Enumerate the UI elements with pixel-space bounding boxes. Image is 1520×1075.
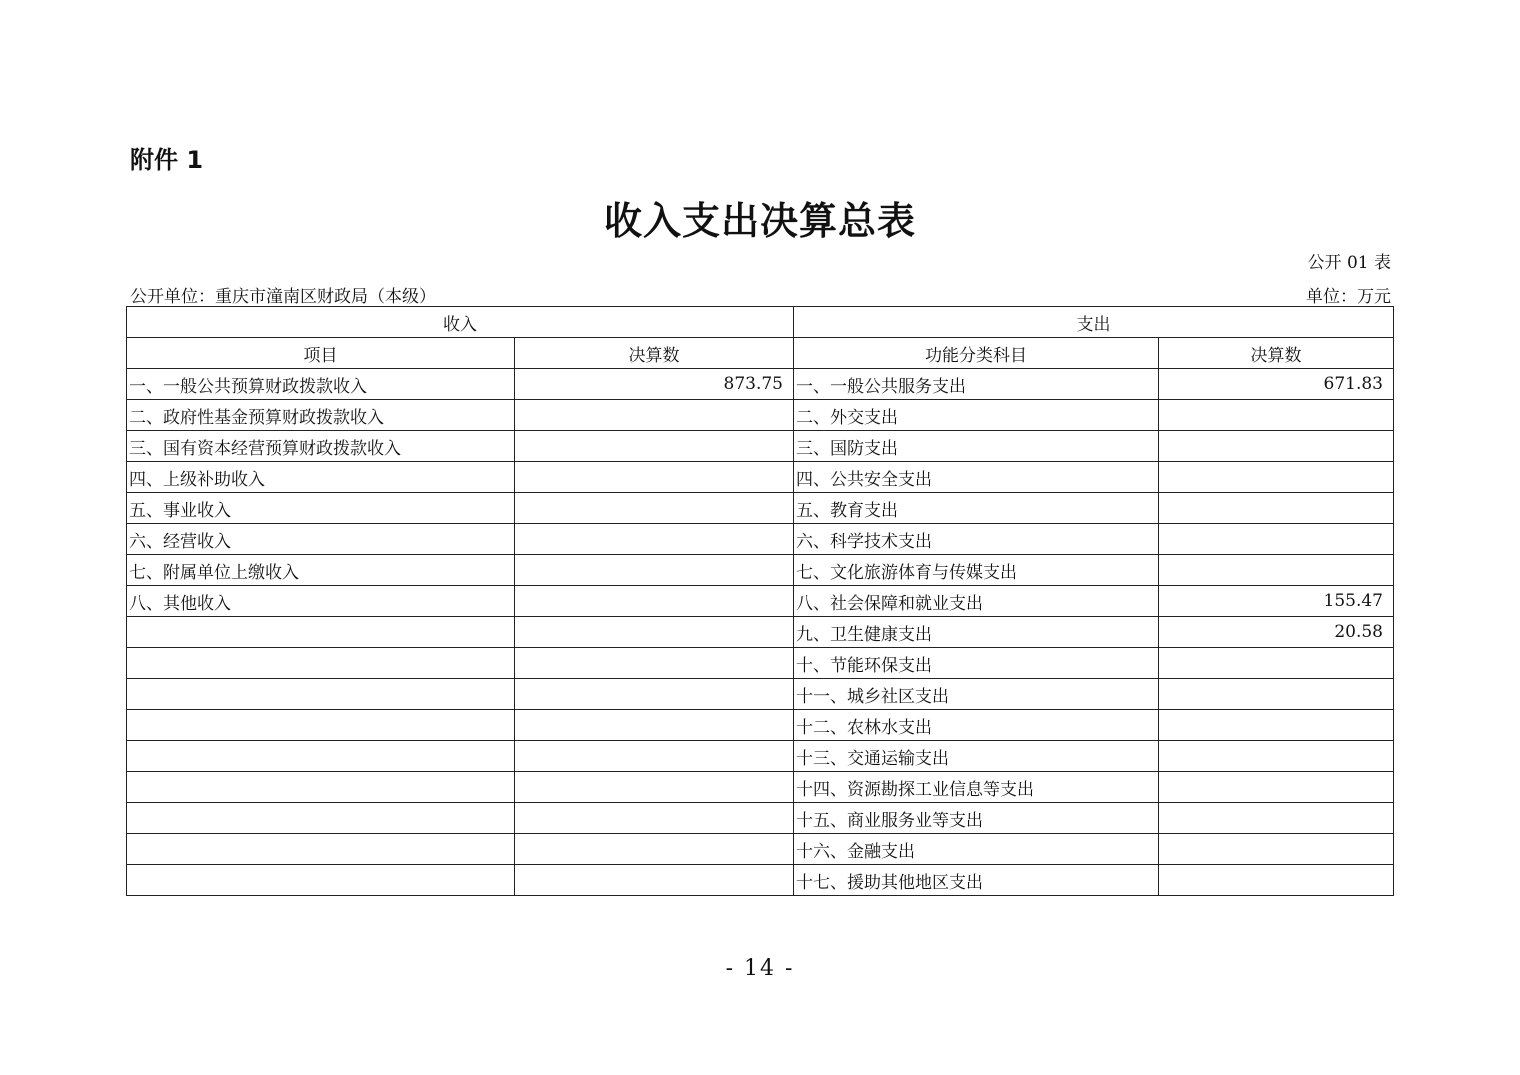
header-row-columns [127, 338, 1394, 369]
expense-item-cell: 六、科学技术支出 [794, 524, 1159, 555]
income-header: 收入 [127, 307, 794, 338]
income-amount-cell [515, 865, 794, 896]
income-item-header: 项目 [127, 338, 515, 369]
income-amount-header: 决算数 [515, 338, 794, 369]
income-item-cell: 五、事业收入 [127, 493, 515, 524]
income-amount-cell [515, 772, 794, 803]
expense-item-cell: 十一、城乡社区支出 [794, 679, 1159, 710]
income-amount-cell [515, 710, 794, 741]
income-item-cell [127, 803, 515, 834]
income-item-cell: 四、上级补助收入 [127, 462, 515, 493]
income-item-cell: 二、政府性基金预算财政拨款收入 [127, 400, 515, 431]
table-row [127, 803, 1394, 834]
table-row [127, 741, 1394, 772]
expense-amount-cell [1159, 524, 1394, 555]
table-row [127, 586, 1394, 617]
income-item-cell [127, 741, 515, 772]
expense-amount-cell [1159, 648, 1394, 679]
income-amount-cell [515, 586, 794, 617]
expense-item-cell: 十三、交通运输支出 [794, 741, 1159, 772]
income-item-cell: 八、其他收入 [127, 586, 515, 617]
header-row-group [127, 307, 1394, 338]
expense-item-cell: 十四、资源勘探工业信息等支出 [794, 772, 1159, 803]
income-item-cell [127, 834, 515, 865]
attachment-label: 附件 1 [130, 146, 204, 174]
expense-item-cell: 十七、援助其他地区支出 [794, 865, 1159, 896]
income-amount-cell [515, 524, 794, 555]
table-row [127, 369, 1394, 400]
table-number: 公开 01 表 [1307, 253, 1391, 273]
income-item-cell [127, 617, 515, 648]
income-item-cell: 六、经营收入 [127, 524, 515, 555]
expense-amount-cell [1159, 710, 1394, 741]
income-item-cell: 三、国有资本经营预算财政拨款收入 [127, 431, 515, 462]
expense-item-cell: 十、节能环保支出 [794, 648, 1159, 679]
expense-amount-cell [1159, 400, 1394, 431]
expense-item-cell: 十二、农林水支出 [794, 710, 1159, 741]
table-row [127, 648, 1394, 679]
expense-amount-cell [1159, 834, 1394, 865]
income-amount-cell [515, 741, 794, 772]
table-row [127, 865, 1394, 896]
income-amount-cell [515, 679, 794, 710]
table-row [127, 493, 1394, 524]
expense-amount-cell [1159, 803, 1394, 834]
expense-amount-cell: 20.58 [1159, 617, 1394, 648]
reporting-unit: 公开单位：重庆市潼南区财政局（本级） [130, 287, 436, 307]
table-row [127, 555, 1394, 586]
summary-table [126, 306, 1394, 896]
income-item-cell: 七、附属单位上缴收入 [127, 555, 515, 586]
expense-item-header: 功能分类科目 [794, 338, 1159, 369]
expense-item-cell: 一、一般公共服务支出 [794, 369, 1159, 400]
table-row [127, 710, 1394, 741]
table-row [127, 431, 1394, 462]
income-item-cell [127, 772, 515, 803]
income-amount-cell [515, 648, 794, 679]
expense-item-cell: 九、卫生健康支出 [794, 617, 1159, 648]
expense-amount-cell [1159, 679, 1394, 710]
income-amount-cell [515, 493, 794, 524]
income-amount-cell [515, 400, 794, 431]
expense-amount-cell [1159, 772, 1394, 803]
table-row [127, 617, 1394, 648]
income-amount-cell: 873.75 [515, 369, 794, 400]
table-row [127, 834, 1394, 865]
table-body [127, 369, 1394, 896]
expense-amount-cell [1159, 865, 1394, 896]
expense-item-cell: 八、社会保障和就业支出 [794, 586, 1159, 617]
expense-header: 支出 [794, 307, 1394, 338]
income-item-cell [127, 648, 515, 679]
income-amount-cell [515, 431, 794, 462]
income-amount-cell [515, 462, 794, 493]
income-item-cell: 一、一般公共预算财政拨款收入 [127, 369, 515, 400]
expense-amount-cell: 671.83 [1159, 369, 1394, 400]
expense-item-cell: 三、国防支出 [794, 431, 1159, 462]
expense-amount-cell [1159, 741, 1394, 772]
table-row [127, 772, 1394, 803]
table-row [127, 524, 1394, 555]
expense-item-cell: 四、公共安全支出 [794, 462, 1159, 493]
income-amount-cell [515, 555, 794, 586]
income-amount-cell [515, 617, 794, 648]
expense-amount-cell [1159, 493, 1394, 524]
expense-amount-cell [1159, 462, 1394, 493]
page-title: 收入支出决算总表 [603, 198, 916, 243]
table-row [127, 400, 1394, 431]
income-amount-cell [515, 834, 794, 865]
income-amount-cell [515, 803, 794, 834]
page-number: - 14 - [725, 956, 795, 981]
table-row [127, 462, 1394, 493]
expense-amount-cell: 155.47 [1159, 586, 1394, 617]
income-item-cell [127, 679, 515, 710]
expense-item-cell: 七、文化旅游体育与传媒支出 [794, 555, 1159, 586]
currency-unit: 单位：万元 [1306, 287, 1391, 307]
expense-amount-cell [1159, 555, 1394, 586]
expense-amount-cell [1159, 431, 1394, 462]
expense-item-cell: 五、教育支出 [794, 493, 1159, 524]
table-row [127, 679, 1394, 710]
income-item-cell [127, 865, 515, 896]
expense-item-cell: 二、外交支出 [794, 400, 1159, 431]
expense-item-cell: 十六、金融支出 [794, 834, 1159, 865]
expense-item-cell: 十五、商业服务业等支出 [794, 803, 1159, 834]
expense-amount-header: 决算数 [1159, 338, 1394, 369]
income-item-cell [127, 710, 515, 741]
